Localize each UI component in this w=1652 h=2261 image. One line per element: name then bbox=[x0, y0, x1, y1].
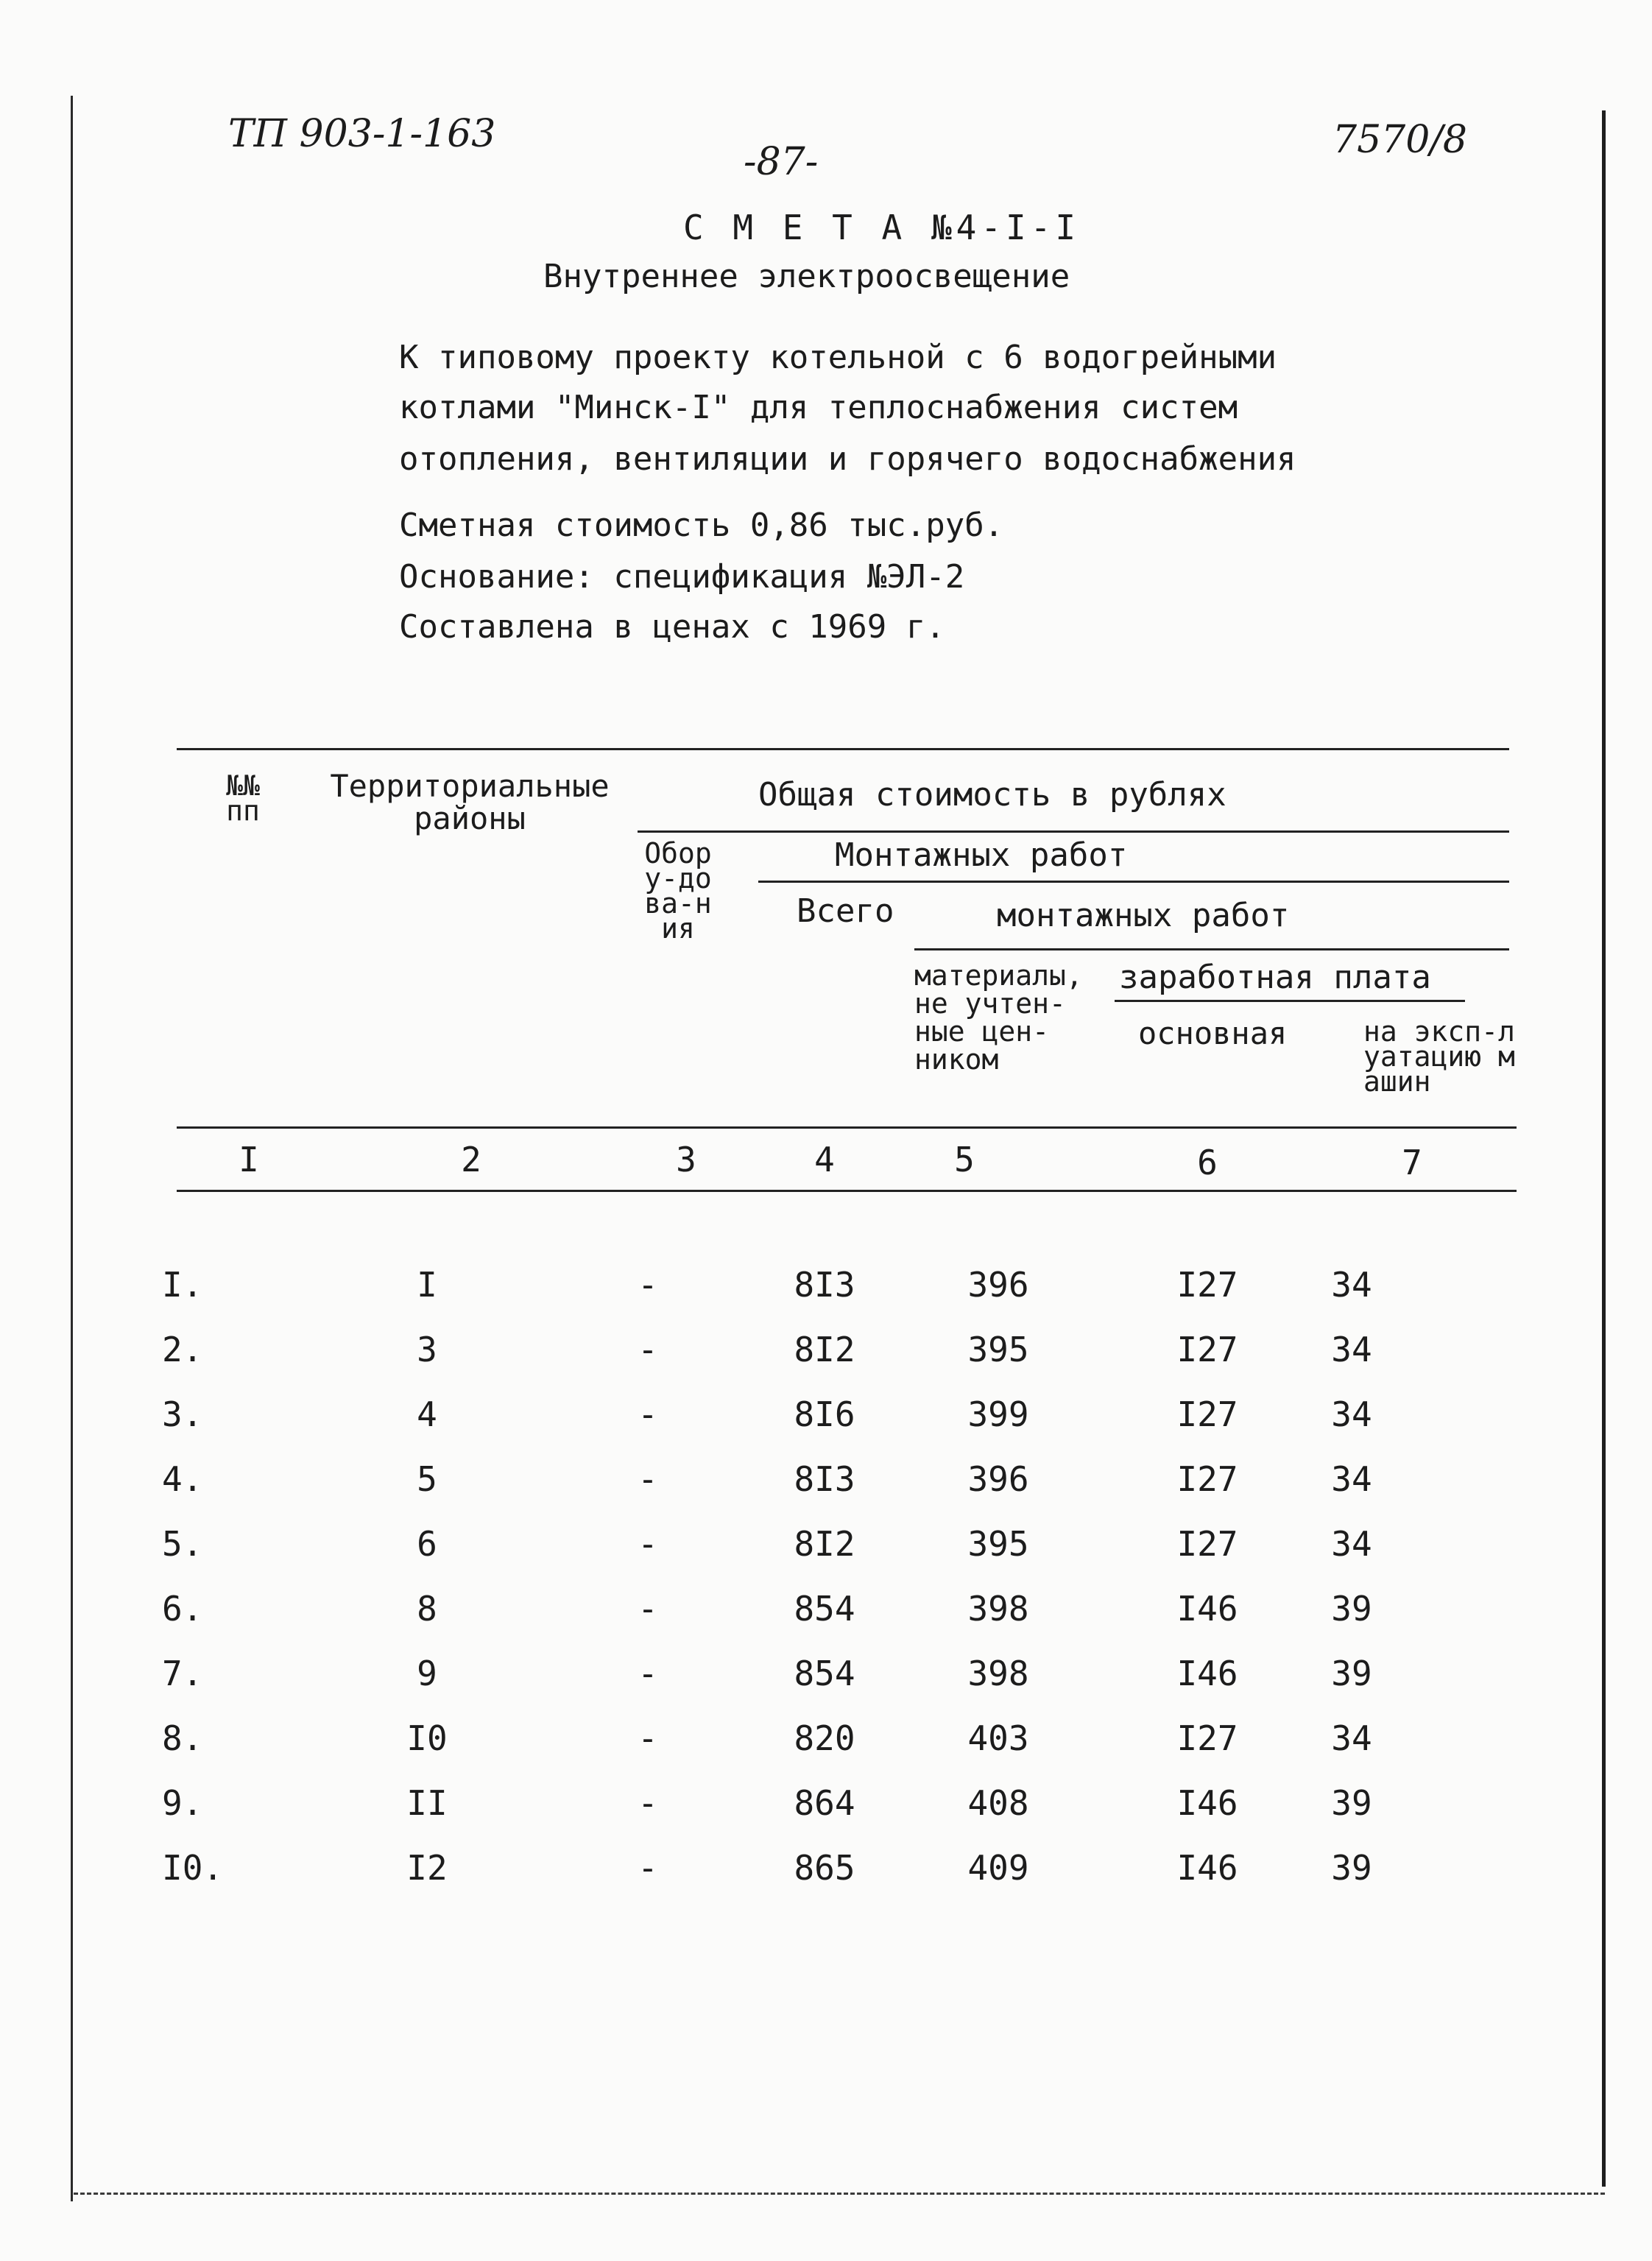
header-all: Всего bbox=[797, 892, 894, 930]
row-total: 8I2 bbox=[794, 1330, 855, 1369]
intro-line-2: котлами "Минск-I" для теплоснабжения систем bbox=[399, 389, 1238, 426]
row-basic-wage: I46 bbox=[1176, 1783, 1238, 1823]
row-equipment: - bbox=[638, 1524, 658, 1564]
header-total-cost: Общая стоимость в рублях bbox=[758, 776, 1226, 814]
row-region: 3 bbox=[417, 1330, 437, 1369]
column-number-6: 6 bbox=[1197, 1143, 1218, 1182]
row-machines: 34 bbox=[1331, 1524, 1372, 1564]
rule-under-install-works bbox=[914, 948, 1509, 950]
row-machines: 34 bbox=[1331, 1718, 1372, 1758]
page-number: -87- bbox=[744, 140, 819, 184]
sheet-code: 7570/8 bbox=[1332, 118, 1467, 162]
row-basic-wage: I27 bbox=[1176, 1459, 1238, 1499]
column-number-4: 4 bbox=[814, 1140, 835, 1179]
header-machines: на эксп-луатацию машин bbox=[1363, 1015, 1515, 1098]
row-materials: 399 bbox=[967, 1394, 1029, 1434]
row-total: 8I3 bbox=[794, 1459, 855, 1499]
page-border-right bbox=[1602, 110, 1606, 2187]
row-machines: 39 bbox=[1331, 1589, 1372, 1629]
row-number: 6. bbox=[162, 1589, 203, 1629]
row-equipment: - bbox=[638, 1394, 658, 1434]
row-region: I0 bbox=[406, 1718, 448, 1758]
row-machines: 39 bbox=[1331, 1654, 1372, 1693]
row-basic-wage: I46 bbox=[1176, 1848, 1238, 1888]
basis: Основание: спецификация №ЭЛ-2 bbox=[399, 558, 965, 596]
column-number-3: 3 bbox=[676, 1140, 696, 1179]
row-equipment: - bbox=[638, 1654, 658, 1693]
row-number: 9. bbox=[162, 1783, 203, 1823]
row-machines: 34 bbox=[1331, 1459, 1372, 1499]
estimated-cost: Сметная стоимость 0,86 тыс.руб. bbox=[399, 507, 1004, 544]
row-machines: 34 bbox=[1331, 1394, 1372, 1434]
row-region: 6 bbox=[417, 1524, 437, 1564]
row-total: 8I2 bbox=[794, 1524, 855, 1564]
row-region: 5 bbox=[417, 1459, 437, 1499]
row-total: 864 bbox=[794, 1783, 855, 1823]
rule-under-wages bbox=[1115, 1000, 1465, 1002]
row-basic-wage: I27 bbox=[1176, 1394, 1238, 1434]
row-basic-wage: I46 bbox=[1176, 1589, 1238, 1629]
table-top-rule bbox=[177, 748, 1509, 750]
row-number: 7. bbox=[162, 1654, 203, 1693]
page-border-left bbox=[71, 96, 73, 2201]
row-number: 2. bbox=[162, 1330, 203, 1369]
intro-line-1: К типовому проекту котельной с 6 водогрейными bbox=[399, 339, 1277, 376]
header-region: Территориальные районы bbox=[330, 768, 610, 836]
row-region: I2 bbox=[406, 1848, 448, 1888]
page-border-bottom bbox=[74, 2193, 1605, 2195]
header-installation: Монтажных работ bbox=[835, 836, 1128, 874]
header-num: №№ пп bbox=[226, 769, 260, 827]
row-region: 8 bbox=[417, 1589, 437, 1629]
row-basic-wage: I27 bbox=[1176, 1524, 1238, 1564]
row-equipment: - bbox=[638, 1330, 658, 1369]
row-equipment: - bbox=[638, 1589, 658, 1629]
row-total: 8I3 bbox=[794, 1265, 855, 1305]
row-materials: 409 bbox=[967, 1848, 1029, 1888]
estimate-subtitle: Внутреннее электроосвещение bbox=[543, 258, 1070, 295]
row-equipment: - bbox=[638, 1783, 658, 1823]
row-materials: 398 bbox=[967, 1654, 1029, 1693]
row-materials: 396 bbox=[967, 1459, 1029, 1499]
header-materials: материалы, не учтен-ные цен-ником bbox=[914, 959, 1083, 1076]
row-materials: 398 bbox=[967, 1589, 1029, 1629]
row-equipment: - bbox=[638, 1265, 658, 1305]
row-basic-wage: I46 bbox=[1176, 1654, 1238, 1693]
row-number: 8. bbox=[162, 1718, 203, 1758]
row-number: I. bbox=[162, 1265, 203, 1305]
row-basic-wage: I27 bbox=[1176, 1718, 1238, 1758]
header-equipment: Обору-дова-ния bbox=[644, 837, 712, 945]
column-number-7: 7 bbox=[1402, 1143, 1422, 1182]
column-number-5: 5 bbox=[954, 1140, 975, 1179]
header-bottom-rule bbox=[177, 1126, 1517, 1129]
column-number-1: I bbox=[239, 1140, 259, 1179]
row-region: II bbox=[406, 1783, 448, 1823]
row-materials: 403 bbox=[967, 1718, 1029, 1758]
row-region: 4 bbox=[417, 1394, 437, 1434]
row-number: 3. bbox=[162, 1394, 203, 1434]
price-base: Составлена в ценах с 1969 г. bbox=[399, 608, 945, 646]
column-number-2: 2 bbox=[461, 1140, 481, 1179]
row-basic-wage: I27 bbox=[1176, 1265, 1238, 1305]
row-region: I bbox=[417, 1265, 437, 1305]
row-equipment: - bbox=[638, 1848, 658, 1888]
row-materials: 396 bbox=[967, 1265, 1029, 1305]
row-total: 865 bbox=[794, 1848, 855, 1888]
row-materials: 408 bbox=[967, 1783, 1029, 1823]
row-machines: 34 bbox=[1331, 1330, 1372, 1369]
header-wages: заработная плата bbox=[1119, 959, 1431, 996]
row-basic-wage: I27 bbox=[1176, 1330, 1238, 1369]
row-total: 8I6 bbox=[794, 1394, 855, 1434]
rule-under-installation bbox=[758, 881, 1509, 883]
row-materials: 395 bbox=[967, 1524, 1029, 1564]
estimate-title: С М Е Т А №4-I-I bbox=[683, 208, 1081, 247]
row-machines: 39 bbox=[1331, 1848, 1372, 1888]
row-total: 820 bbox=[794, 1718, 855, 1758]
row-total: 854 bbox=[794, 1589, 855, 1629]
row-machines: 34 bbox=[1331, 1265, 1372, 1305]
row-equipment: - bbox=[638, 1459, 658, 1499]
header-install-works: монтажных работ bbox=[997, 897, 1290, 934]
rule-under-total-cost bbox=[638, 830, 1509, 833]
row-region: 9 bbox=[417, 1654, 437, 1693]
column-numbers-bottom-rule bbox=[177, 1190, 1517, 1192]
document-code: ТП 903-1-163 bbox=[228, 112, 496, 156]
row-materials: 395 bbox=[967, 1330, 1029, 1369]
row-machines: 39 bbox=[1331, 1783, 1372, 1823]
intro-line-3: отопления, вентиляции и горячего водоснабжения bbox=[399, 440, 1296, 478]
row-number: I0. bbox=[162, 1848, 224, 1888]
row-total: 854 bbox=[794, 1654, 855, 1693]
row-number: 4. bbox=[162, 1459, 203, 1499]
row-number: 5. bbox=[162, 1524, 203, 1564]
row-equipment: - bbox=[638, 1718, 658, 1758]
header-basic: основная bbox=[1138, 1015, 1288, 1051]
